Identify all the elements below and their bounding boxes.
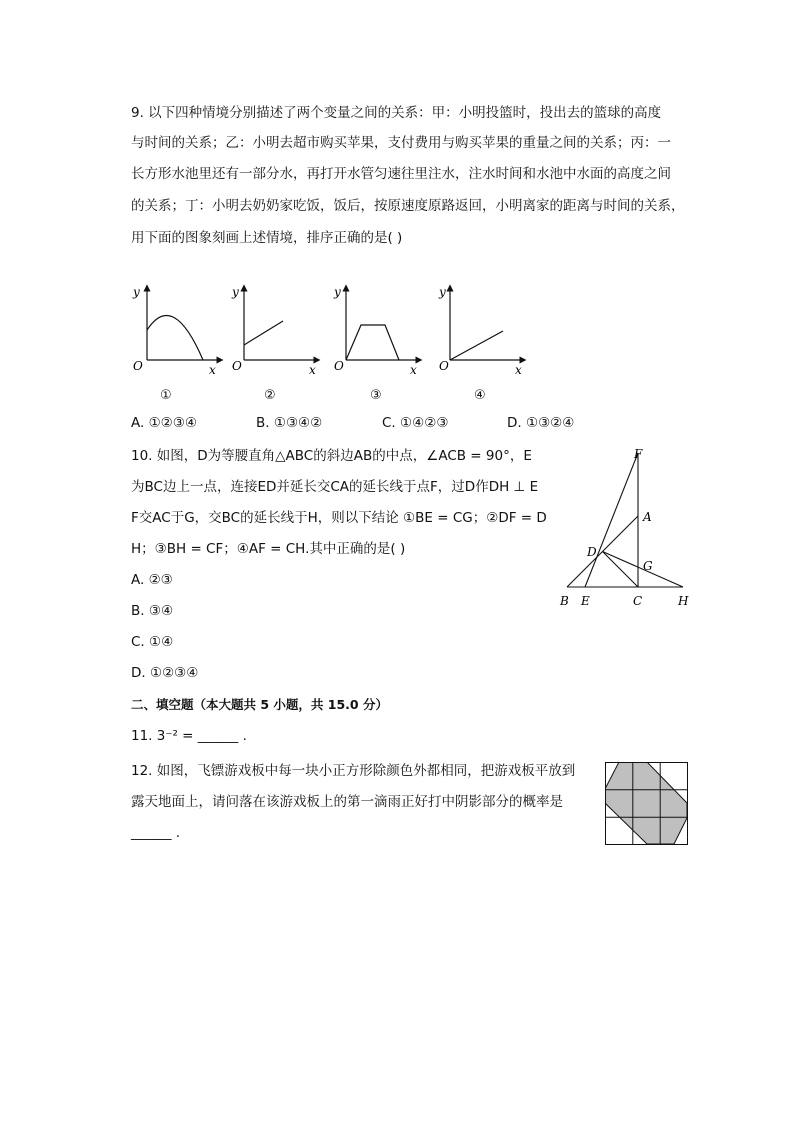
label-D: D (587, 545, 597, 559)
q10-line-4: H；③BH = CF；④AF = CH.其中正确的是( ) (131, 541, 406, 557)
q12-dartboard-grid (605, 762, 689, 846)
g4-x: x (515, 363, 522, 377)
q9-option-b: B. ①③④② (256, 415, 323, 431)
q12-line-2: 露天地面上，请问落在该游戏板上的第一滴雨正好打中阴影部分的概率是 (131, 794, 563, 810)
q10-geometry-figure (555, 445, 705, 613)
g1-x: x (209, 363, 216, 377)
q9-line-2: 与时间的关系；乙：小明去超市购买苹果，支付费用与购买苹果的重量之间的关系；丙：一 (131, 135, 671, 151)
q10-option-c: C. ①④ (131, 634, 174, 650)
section-2-heading: 二、填空题（本大题共 5 小题，共 15.0 分） (131, 697, 388, 712)
q9-line-5: 用下面的图象刻画上述情境，排序正确的是( ) (131, 230, 403, 246)
g1-o: O (133, 359, 143, 373)
label-F: F (634, 447, 643, 461)
graph-label-1: ① (160, 388, 172, 403)
g4-o: O (439, 359, 449, 373)
shaded-region (605, 762, 687, 844)
q9-option-a: A. ①②③④ (131, 415, 197, 431)
g3-y: y (334, 285, 341, 299)
graph-3 (333, 285, 419, 377)
q9-line-4: 的关系；丁：小明去奶奶家吃饭，饭后，按原速度原路返回，小明离家的距离与时间的关系， (131, 198, 685, 214)
graph-1 (132, 285, 220, 377)
g4-y: y (439, 285, 446, 299)
q10-option-d: D. ①②③④ (131, 665, 199, 681)
graph-2 (231, 285, 317, 377)
q9-line-3: 长方形水池里还有一部分水，再打开水管匀速往里注水，注水时间和水池中水面的高度之间 (131, 166, 671, 182)
label-B: B (560, 594, 569, 608)
q10-line-2: 为BC边上一点，连接ED并延长交CA的延长线于点F，过D作DH ⊥ E (131, 479, 539, 495)
q10-option-b: B. ③④ (131, 603, 174, 619)
q12-line-1: 12. 如图，飞镖游戏板中每一块小正方形除颜色外都相同，把游戏板平放到 (131, 763, 576, 779)
question-11: 11. 3⁻² = ______ . (131, 728, 247, 744)
g2-y: y (232, 285, 239, 299)
label-H: H (678, 594, 689, 608)
graph-4 (438, 285, 523, 377)
q9-option-d: D. ①③②④ (507, 415, 575, 431)
label-E: E (581, 594, 590, 608)
graph-label-2: ② (264, 388, 276, 403)
q12-line-3: ______ . (131, 825, 181, 841)
q10-option-a: A. ②③ (131, 572, 173, 588)
graph-label-3: ③ (370, 388, 382, 403)
graph-label-4: ④ (474, 388, 486, 403)
g3-x: x (410, 363, 417, 377)
g3-o: O (334, 359, 344, 373)
g2-o: O (232, 359, 242, 373)
label-C: C (633, 594, 643, 608)
g1-y: y (133, 285, 140, 299)
q9-line-1: 9. 以下四种情境分别描述了两个变量之间的关系：甲：小明投篮时，投出去的篮球的高度 (131, 105, 662, 121)
q10-line-1: 10. 如图，D为等腰直角△ABC的斜边AB的中点，∠ACB = 90°，E (131, 448, 532, 464)
label-A: A (643, 510, 652, 524)
q10-line-3: F交AC于G，交BC的延长线于H，则以下结论 ①BE = CG；②DF = D (131, 510, 547, 526)
q9-option-c: C. ①④②③ (382, 415, 449, 431)
g2-x: x (309, 363, 316, 377)
label-G: G (643, 559, 653, 573)
q9-graphs (125, 280, 545, 405)
